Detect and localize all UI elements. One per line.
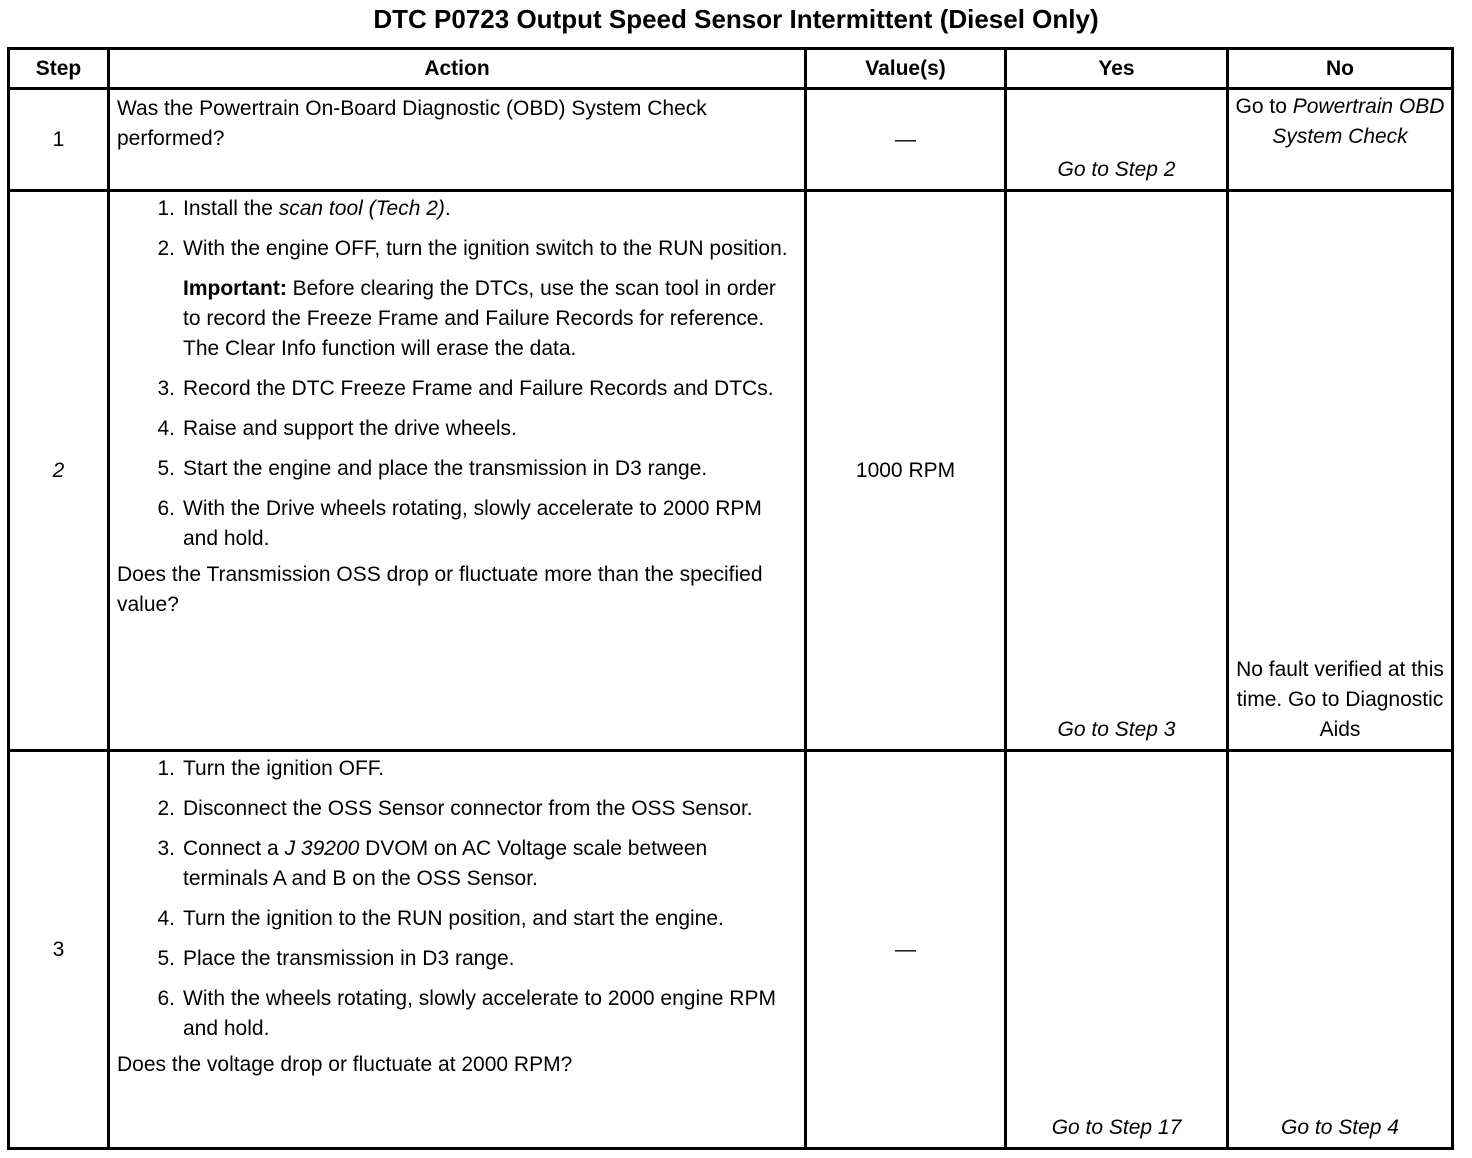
list-item: 2. With the engine OFF, turn the ignition switch to the RUN position. xyxy=(157,237,788,260)
list-item: 3. Connect a J 39200 DVOM on AC Voltage scale between terminals A and B on the OSS Sensor. xyxy=(157,837,708,890)
step-number: 1 xyxy=(9,89,109,191)
yes-link[interactable]: Go to Step 17 xyxy=(1051,1116,1182,1139)
step-list xyxy=(117,754,798,1044)
yes-cell xyxy=(1006,191,1228,751)
table-row xyxy=(9,191,1453,751)
no-cell xyxy=(1228,751,1453,1149)
list-item: 6. With the Drive wheels rotating, slowly accelerate to 2000 RPM and hold. xyxy=(157,497,762,550)
header-action: Action xyxy=(109,49,806,89)
list-item: 3. Record the DTC Freeze Frame and Failure Records and DTCs. xyxy=(157,377,774,400)
step-list xyxy=(117,194,798,264)
no-link[interactable]: Powertrain OBD System Check xyxy=(1272,95,1445,148)
header-yes: Yes xyxy=(1006,49,1228,89)
action-cell xyxy=(109,191,806,751)
diagnostic-table xyxy=(7,47,1454,1150)
list-item: 2. Disconnect the OSS Sensor connector from the OSS Sensor. xyxy=(157,797,753,820)
list-item: 1. Install the scan tool (Tech 2). xyxy=(157,197,451,220)
no-cell xyxy=(1228,89,1453,191)
header-step: Step xyxy=(9,49,109,89)
question-text: Does the Transmission OSS drop or fluctuate more than the specified value? xyxy=(117,563,763,616)
value-cell: — xyxy=(806,89,1006,191)
step-list xyxy=(117,374,798,554)
no-link[interactable]: Go to Step 4 xyxy=(1281,1116,1399,1139)
yes-cell xyxy=(1006,89,1228,191)
value-cell: 1000 RPM xyxy=(806,191,1006,751)
important-note: Important: Before clearing the DTCs, use the scan tool in order to record the Freeze Frame and Failure Records for reference. The Clear Info function will erase the data. xyxy=(183,277,776,360)
no-cell: No fault verified at this time. Go to Diagnostic Aids xyxy=(1228,191,1453,751)
action-cell xyxy=(109,89,806,191)
list-item: 4. Turn the ignition to the RUN position, and start the engine. xyxy=(157,907,724,930)
header-no: No xyxy=(1228,49,1453,89)
list-item: 5. Start the engine and place the transmission in D3 range. xyxy=(157,457,708,480)
step-number: 3 xyxy=(9,751,109,1149)
question-text: Was the Powertrain On-Board Diagnostic (OBD) System Check performed? xyxy=(117,97,707,150)
no-prefix: Go to xyxy=(1235,95,1293,118)
page-title: DTC P0723 Output Speed Sensor Intermittent (Diesel Only) xyxy=(373,4,1099,34)
yes-cell xyxy=(1006,751,1228,1149)
yes-link[interactable]: Go to Step 3 xyxy=(1057,718,1176,741)
question-text: Does the voltage drop or fluctuate at 2000 RPM? xyxy=(117,1053,573,1076)
header-row xyxy=(9,49,1453,89)
list-item: 6. With the wheels rotating, slowly accelerate to 2000 engine RPM and hold. xyxy=(157,987,776,1040)
list-item: 5. Place the transmission in D3 range. xyxy=(157,947,515,970)
action-cell xyxy=(109,751,806,1149)
header-values: Value(s) xyxy=(806,49,1006,89)
list-item: 1. Turn the ignition OFF. xyxy=(157,757,385,780)
step-number: 2 xyxy=(9,191,109,751)
table-row xyxy=(9,751,1453,1149)
value-cell: — xyxy=(806,751,1006,1149)
table-row xyxy=(9,89,1453,191)
yes-link[interactable]: Go to Step 2 xyxy=(1057,158,1176,181)
list-item: 4. Raise and support the drive wheels. xyxy=(157,417,517,440)
